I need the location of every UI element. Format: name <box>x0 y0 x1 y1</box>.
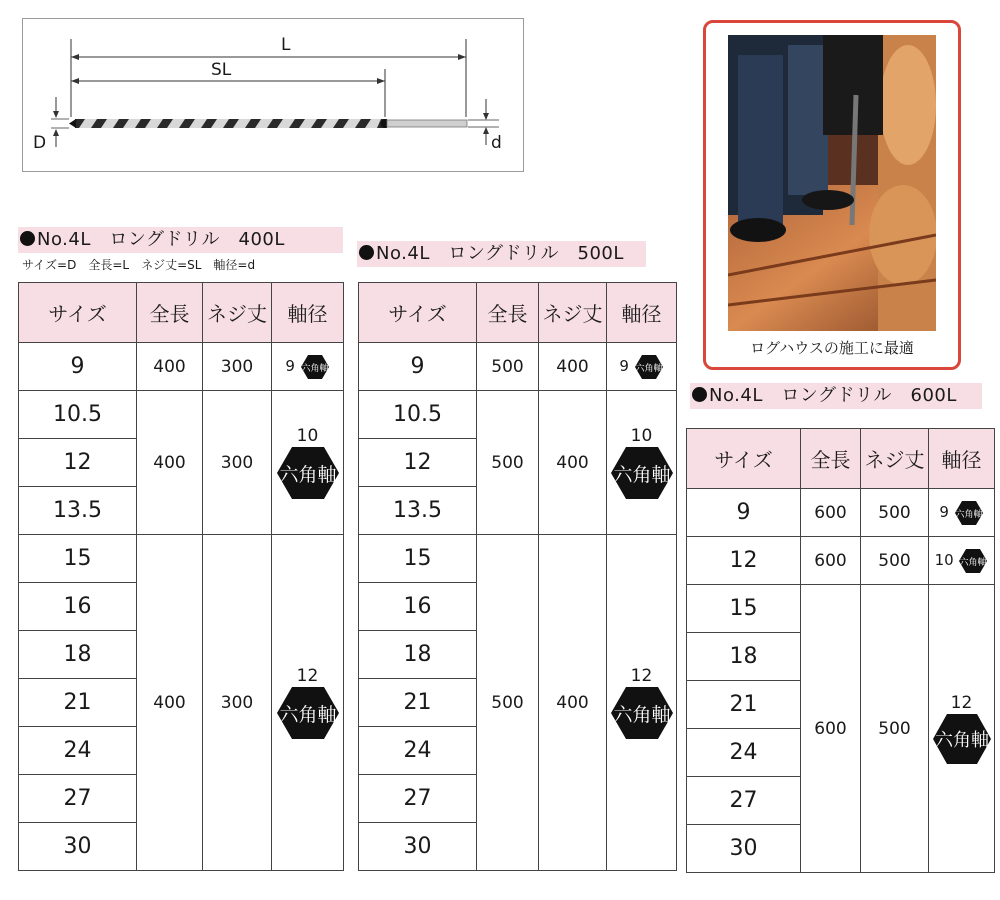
heading-400l <box>18 227 343 253</box>
table-header-row <box>19 283 344 343</box>
col-header-screw: ネジ丈 <box>203 283 272 343</box>
size-cell: 18 <box>19 631 137 679</box>
screw-cell: 500 <box>861 585 929 873</box>
screw-cell: 500 <box>861 537 929 585</box>
size-cell: 24 <box>19 727 137 775</box>
shaft-diameter: 9 <box>285 357 295 375</box>
hex-label: 六角軸 <box>278 703 337 726</box>
length-cell: 400 <box>137 343 203 391</box>
screw-cell: 500 <box>861 489 929 537</box>
col-header-screw: ネジ丈 <box>539 283 607 343</box>
size-cell: 10.5 <box>19 391 137 439</box>
table-row <box>19 343 344 391</box>
hex-shaft-icon <box>276 446 340 500</box>
label-SL: SL <box>211 60 232 80</box>
length-cell: 600 <box>801 537 861 585</box>
shaft-diameter: 10 <box>296 425 319 446</box>
shaft-diameter: 10 <box>934 551 954 569</box>
size-cell: 30 <box>687 825 801 873</box>
heading-600l-text: No.4L ロングドリル 600L <box>709 385 957 406</box>
label-L: L <box>281 35 291 55</box>
shaft-cell <box>607 535 677 871</box>
size-cell: 10.5 <box>359 391 477 439</box>
heading-500l-text: No.4L ロングドリル 500L <box>376 243 624 264</box>
screw-cell: 300 <box>203 535 272 871</box>
shaft-cell <box>607 391 677 535</box>
spec-table-600l <box>686 428 995 873</box>
size-cell: 21 <box>19 679 137 727</box>
shaft-diameter: 12 <box>296 665 319 686</box>
col-header-length: 全長 <box>137 283 203 343</box>
size-cell: 9 <box>687 489 801 537</box>
table-row <box>687 537 995 585</box>
length-cell: 400 <box>137 391 203 535</box>
size-cell: 9 <box>359 343 477 391</box>
size-cell: 24 <box>687 729 801 777</box>
table-header-row <box>687 429 995 489</box>
shaft-diameter: 10 <box>630 425 653 446</box>
heading-600l <box>690 383 982 409</box>
table-row <box>19 535 344 583</box>
bullet-icon <box>359 245 374 260</box>
hex-label: 六角軸 <box>301 363 329 374</box>
hex-label: 六角軸 <box>959 557 987 568</box>
size-cell: 16 <box>19 583 137 631</box>
screw-cell: 300 <box>203 343 272 391</box>
label-d: d <box>491 133 502 153</box>
size-cell: 15 <box>19 535 137 583</box>
hex-shaft-icon <box>634 354 664 380</box>
screw-cell: 400 <box>539 343 607 391</box>
table-row <box>19 391 344 439</box>
screw-cell: 300 <box>203 391 272 535</box>
hex-label: 六角軸 <box>934 729 989 751</box>
size-cell: 16 <box>359 583 477 631</box>
hex-shaft-icon <box>610 686 674 740</box>
hex-label: 六角軸 <box>612 703 671 726</box>
size-cell: 15 <box>687 585 801 633</box>
length-cell: 500 <box>477 391 539 535</box>
col-header-size: サイズ <box>687 429 801 489</box>
shaft-diameter: 9 <box>619 357 629 375</box>
length-cell: 500 <box>477 343 539 391</box>
size-cell: 13.5 <box>359 487 477 535</box>
screw-cell: 400 <box>539 391 607 535</box>
size-cell: 21 <box>687 681 801 729</box>
hex-shaft-icon <box>276 686 340 740</box>
length-cell: 600 <box>801 585 861 873</box>
col-header-size: サイズ <box>19 283 137 343</box>
table-row <box>359 343 677 391</box>
spec-table-500l <box>358 282 677 871</box>
table-row <box>687 489 995 537</box>
size-cell: 24 <box>359 727 477 775</box>
table-header-row <box>359 283 677 343</box>
hex-label: 六角軸 <box>278 463 337 486</box>
size-cell: 27 <box>687 777 801 825</box>
shaft-cell <box>607 343 677 391</box>
spec-table-400l <box>18 282 344 871</box>
shaft-diameter: 12 <box>630 665 653 686</box>
size-cell: 15 <box>359 535 477 583</box>
log-house-photo <box>728 35 936 331</box>
col-header-shaft: 軸径 <box>929 429 995 489</box>
shaft-cell <box>272 535 344 871</box>
photo-card <box>703 20 961 370</box>
hex-shaft-icon <box>300 354 330 380</box>
shaft-cell <box>929 585 995 873</box>
hex-shaft-icon <box>954 500 984 526</box>
bullet-icon <box>20 231 35 246</box>
size-cell: 30 <box>359 823 477 871</box>
size-cell: 30 <box>19 823 137 871</box>
col-header-screw: ネジ丈 <box>861 429 929 489</box>
hex-shaft-icon <box>932 713 992 765</box>
length-cell: 400 <box>137 535 203 871</box>
size-cell: 27 <box>359 775 477 823</box>
size-cell: 13.5 <box>19 487 137 535</box>
shaft-cell <box>272 343 344 391</box>
label-D: D <box>33 133 47 153</box>
size-cell: 21 <box>359 679 477 727</box>
bullet-icon <box>692 387 707 402</box>
heading-500l <box>357 241 646 267</box>
length-cell: 500 <box>477 535 539 871</box>
hex-label: 六角軸 <box>955 509 983 520</box>
col-header-shaft: 軸径 <box>272 283 344 343</box>
hex-shaft-icon <box>958 548 988 574</box>
size-cell: 12 <box>359 439 477 487</box>
hex-label: 六角軸 <box>612 463 671 486</box>
shaft-cell <box>929 489 995 537</box>
shaft-cell <box>929 537 995 585</box>
size-cell: 18 <box>687 633 801 681</box>
hex-shaft-icon <box>610 446 674 500</box>
shaft-diameter: 12 <box>950 692 973 713</box>
screw-cell: 400 <box>539 535 607 871</box>
table-row <box>359 535 677 583</box>
table-row <box>687 585 995 633</box>
col-header-size: サイズ <box>359 283 477 343</box>
size-cell: 12 <box>687 537 801 585</box>
col-header-length: 全長 <box>477 283 539 343</box>
hex-label: 六角軸 <box>635 363 663 374</box>
length-cell: 600 <box>801 489 861 537</box>
shaft-diameter: 9 <box>939 503 949 521</box>
drill-dimension-diagram <box>22 18 524 172</box>
table-row <box>359 391 677 439</box>
col-header-length: 全長 <box>801 429 861 489</box>
shaft-cell <box>272 391 344 535</box>
size-cell: 18 <box>359 631 477 679</box>
size-cell: 27 <box>19 775 137 823</box>
size-cell: 9 <box>19 343 137 391</box>
photo-caption: ログハウスの施工に最適 <box>750 339 914 357</box>
size-cell: 12 <box>19 439 137 487</box>
spec-legend: サイズ=D 全長=L ネジ丈=SL 軸径=d <box>22 258 256 272</box>
col-header-shaft: 軸径 <box>607 283 677 343</box>
drill-bit-drawing <box>23 19 523 171</box>
heading-400l-text: No.4L ロングドリル 400L <box>37 229 285 250</box>
